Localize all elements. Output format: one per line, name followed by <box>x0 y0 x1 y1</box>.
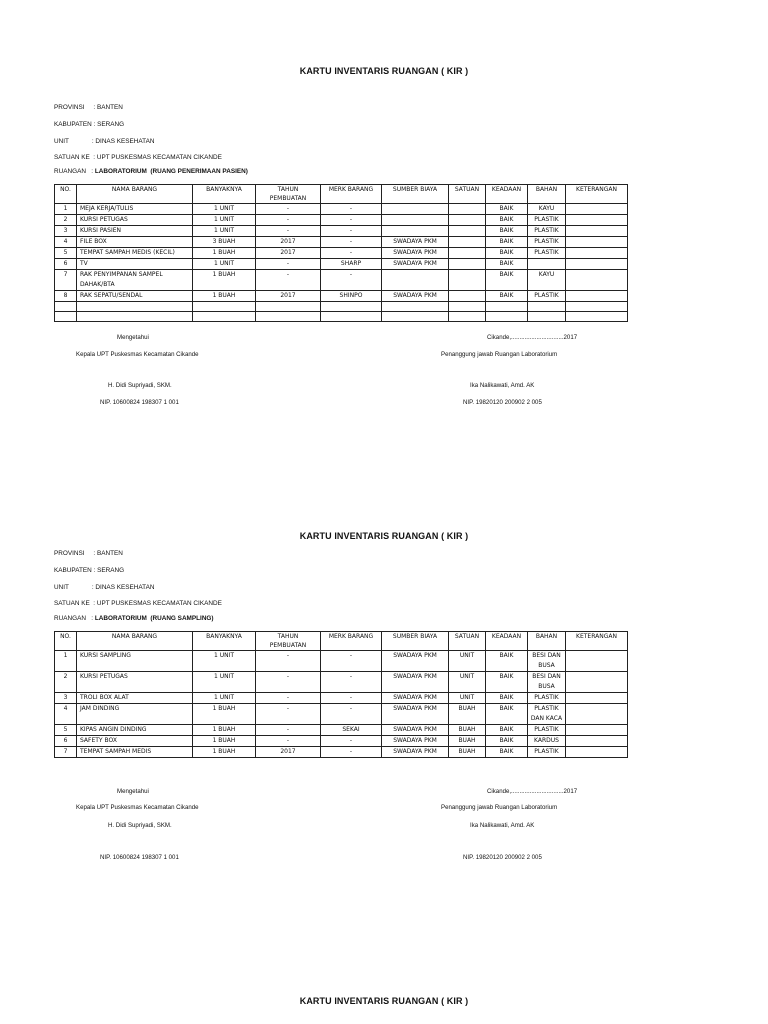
table-cell <box>449 259 486 270</box>
table-cell: - <box>256 226 321 237</box>
table-cell: - <box>256 672 321 693</box>
table-cell <box>193 302 256 312</box>
column-header: KEADAAN <box>486 185 528 204</box>
table-cell <box>449 312 486 322</box>
table-cell: - <box>256 651 321 672</box>
table-cell <box>486 302 528 312</box>
kabupaten-line: KABUPATEN : SERANG <box>54 121 125 128</box>
column-header: MERK BARANG <box>321 632 382 651</box>
table-cell: - <box>321 204 382 215</box>
table-cell: 5 <box>55 248 77 259</box>
table-cell: 1 <box>55 204 77 215</box>
table-cell: 7 <box>55 747 77 758</box>
left-signer-name: H. Didi Supriyadi, SKM. <box>108 382 172 389</box>
table-cell: SWADAYA PKM <box>382 651 449 672</box>
table-cell: BAIK <box>486 259 528 270</box>
table-cell: SWADAYA PKM <box>382 259 449 270</box>
table-cell: BUAH <box>449 747 486 758</box>
right-signer-title: Penanggung jawab Ruangan Laboratorium <box>441 804 558 811</box>
left-signer-title: Kepala UPT Puskesmas Kecamatan Cikande <box>76 804 199 811</box>
table-cell: UNIT <box>449 672 486 693</box>
table-cell: 7 <box>55 270 77 291</box>
table-cell: BAIK <box>486 704 528 725</box>
table-cell <box>566 270 628 291</box>
table-row <box>55 747 628 758</box>
table-cell: - <box>256 270 321 291</box>
table-cell <box>566 747 628 758</box>
table-row <box>55 215 628 226</box>
table-cell: PLASTIK <box>528 215 566 226</box>
table-cell: 1 <box>55 651 77 672</box>
table-cell: UNIT <box>449 651 486 672</box>
column-header: MERK BARANG <box>321 185 382 204</box>
table-cell: - <box>256 693 321 704</box>
column-header: NAMA BARANG <box>77 632 193 651</box>
table-cell <box>566 736 628 747</box>
column-header: NO. <box>55 185 77 204</box>
table-cell: SWADAYA PKM <box>382 725 449 736</box>
table-cell: KURSI PETUGAS <box>77 672 193 693</box>
table-cell: SHARP <box>321 259 382 270</box>
table-cell <box>449 204 486 215</box>
ruangan-label: RUANGAN : <box>54 168 95 175</box>
table-cell <box>321 312 382 322</box>
table-cell: BESI DAN BUSA <box>528 672 566 693</box>
table-cell: SEKAI <box>321 725 382 736</box>
table-row <box>55 693 628 704</box>
table-body <box>55 204 628 322</box>
table-cell: BAIK <box>486 693 528 704</box>
table-cell: 1 BUAH <box>193 725 256 736</box>
table-cell: 2 <box>55 215 77 226</box>
table-cell: - <box>321 248 382 259</box>
table-row <box>55 725 628 736</box>
table-cell: 1 BUAH <box>193 736 256 747</box>
table-cell: PLASTIK <box>528 291 566 302</box>
table-cell <box>382 204 449 215</box>
table-cell: SWADAYA PKM <box>382 237 449 248</box>
table-cell: BAIK <box>486 291 528 302</box>
table-cell: PLASTIK <box>528 693 566 704</box>
column-header: TAHUN PEMBUATAN <box>256 632 321 651</box>
column-header: SATUAN <box>449 185 486 204</box>
table-cell: PLASTIK <box>528 226 566 237</box>
table-cell: 1 UNIT <box>193 215 256 226</box>
column-header: SUMBER BIAYA <box>382 632 449 651</box>
unit-line: UNIT : DINAS KESEHATAN <box>54 584 155 591</box>
table-cell: SWADAYA PKM <box>382 248 449 259</box>
table-cell: FILE BOX <box>77 237 193 248</box>
column-header: BANYAKNYA <box>193 185 256 204</box>
table-cell: SWADAYA PKM <box>382 672 449 693</box>
table-cell: KIPAS ANGIN DINDING <box>77 725 193 736</box>
table-row <box>55 204 628 215</box>
table-header-row <box>55 185 628 204</box>
table-cell: KARDUS <box>528 736 566 747</box>
table-cell: 2017 <box>256 747 321 758</box>
table-cell <box>566 237 628 248</box>
table-cell: BAIK <box>486 672 528 693</box>
table-cell <box>382 215 449 226</box>
table-cell: KURSI SAMPLING <box>77 651 193 672</box>
place-date: Cikande,...............................2017 <box>487 788 578 795</box>
table-cell: - <box>321 747 382 758</box>
table-cell <box>382 312 449 322</box>
table-cell: 1 UNIT <box>193 204 256 215</box>
table-cell: SWADAYA PKM <box>382 747 449 758</box>
column-header: KEADAAN <box>486 632 528 651</box>
table-cell: 1 UNIT <box>193 651 256 672</box>
table-cell <box>566 672 628 693</box>
inventory-table <box>54 631 628 758</box>
table-cell <box>449 248 486 259</box>
table-cell <box>566 312 628 322</box>
table-cell: MEJA KERJA/TULIS <box>77 204 193 215</box>
table-cell: TEMPAT SAMPAH MEDIS (KECIL) <box>77 248 193 259</box>
table-cell <box>382 270 449 291</box>
table-cell: SWADAYA PKM <box>382 291 449 302</box>
table-cell: KAYU <box>528 270 566 291</box>
table-cell <box>449 237 486 248</box>
table-row <box>55 704 628 725</box>
inventory-table <box>54 184 628 322</box>
right-signer-nip: NIP. 19820120 200902 2 005 <box>463 399 542 406</box>
table-cell: KURSI PASIEN <box>77 226 193 237</box>
table-cell: 5 <box>55 725 77 736</box>
kabupaten-line: KABUPATEN : SERANG <box>54 567 125 574</box>
left-signer-nip: NIP. 10600824 198307 1 001 <box>100 399 179 406</box>
table-cell: TROLI BOX ALAT <box>77 693 193 704</box>
table-cell: TV <box>77 259 193 270</box>
ruangan-value: LABORATORIUM (RUANG SAMPLING) <box>94 615 214 622</box>
table-cell: - <box>256 736 321 747</box>
table-cell <box>77 302 193 312</box>
table-cell: PLASTIK <box>528 248 566 259</box>
table-cell: - <box>321 651 382 672</box>
unit-line: UNIT : DINAS KESEHATAN <box>54 138 155 145</box>
table-cell <box>382 302 449 312</box>
ruangan-value: LABORATORIUM (RUANG PENERIMAAN PASIEN) <box>94 168 248 175</box>
table-cell: 6 <box>55 736 77 747</box>
table-cell <box>528 302 566 312</box>
table-cell <box>566 259 628 270</box>
table-cell: 8 <box>55 291 77 302</box>
column-header: KETERANGAN <box>566 632 628 651</box>
table-cell: BAIK <box>486 237 528 248</box>
table-row <box>55 302 628 312</box>
table-cell: TEMPAT SAMPAH MEDIS <box>77 747 193 758</box>
left-signer-title: Kepala UPT Puskesmas Kecamatan Cikande <box>76 351 199 358</box>
right-signer-name: Ika Nalikawati, Amd. AK <box>470 382 535 389</box>
table-cell: - <box>256 204 321 215</box>
table-cell: KAYU <box>528 204 566 215</box>
table-cell: - <box>321 270 382 291</box>
table-row <box>55 651 628 672</box>
column-header: NO. <box>55 632 77 651</box>
table-cell: 3 <box>55 226 77 237</box>
table-cell: SWADAYA PKM <box>382 704 449 725</box>
ruangan-line <box>54 168 248 175</box>
table-cell <box>256 312 321 322</box>
table-cell: BUAH <box>449 725 486 736</box>
table-cell: - <box>321 226 382 237</box>
table-cell <box>449 270 486 291</box>
table-cell: BUAH <box>449 704 486 725</box>
table-cell: BAIK <box>486 215 528 226</box>
table-cell: 2017 <box>256 248 321 259</box>
table-cell <box>566 226 628 237</box>
table-cell: - <box>321 215 382 226</box>
right-signer-nip: NIP. 19820120 200902 2 005 <box>463 854 542 861</box>
table-cell: 3 BUAH <box>193 237 256 248</box>
table-cell: 2017 <box>256 291 321 302</box>
table-cell <box>566 693 628 704</box>
table-row <box>55 672 628 693</box>
mengetahui-label: Mengetahui <box>117 334 149 341</box>
table-cell: - <box>256 725 321 736</box>
table-cell: - <box>256 259 321 270</box>
table-cell: PLASTIK <box>528 725 566 736</box>
right-signer-title: Penanggung jawab Ruangan Laboratorium <box>441 351 558 358</box>
column-header: SUMBER BIAYA <box>382 185 449 204</box>
table-cell: 1 BUAH <box>193 270 256 291</box>
table-cell: 2017 <box>256 237 321 248</box>
table-cell <box>449 226 486 237</box>
provinsi-line: PROVINSI : BANTEN <box>54 104 123 111</box>
table-cell: 2 <box>55 672 77 693</box>
table-cell: BAIK <box>486 204 528 215</box>
table-cell <box>55 302 77 312</box>
provinsi-line: PROVINSI : BANTEN <box>54 550 123 557</box>
left-signer-nip: NIP. 10600824 198307 1 001 <box>100 854 179 861</box>
table-cell: BAIK <box>486 725 528 736</box>
table-cell: 1 UNIT <box>193 672 256 693</box>
table-cell: - <box>321 237 382 248</box>
column-header: NAMA BARANG <box>77 185 193 204</box>
table-cell: UNIT <box>449 693 486 704</box>
table-cell: 1 UNIT <box>193 259 256 270</box>
table-body <box>55 651 628 758</box>
table-cell <box>449 215 486 226</box>
page-title: KARTU INVENTARIS RUANGAN ( KIR ) <box>299 531 469 541</box>
left-signer-name: H. Didi Supriyadi, SKM. <box>108 822 172 829</box>
table-cell <box>566 302 628 312</box>
table-cell <box>256 302 321 312</box>
satuan-ke-line: SATUAN KE : UPT PUSKESMAS KECAMATAN CIKANDE <box>54 154 222 161</box>
table-cell <box>528 259 566 270</box>
table-cell: BESI DAN BUSA <box>528 651 566 672</box>
satuan-ke-line: SATUAN KE : UPT PUSKESMAS KECAMATAN CIKANDE <box>54 600 222 607</box>
table-cell <box>566 291 628 302</box>
table-cell <box>449 291 486 302</box>
table-cell <box>566 248 628 259</box>
ruangan-line <box>54 615 214 622</box>
table-cell <box>321 302 382 312</box>
table-row <box>55 226 628 237</box>
table-cell: BAIK <box>486 270 528 291</box>
page-title: KARTU INVENTARIS RUANGAN ( KIR ) <box>299 996 469 1006</box>
table-cell <box>449 302 486 312</box>
mengetahui-label: Mengetahui <box>117 788 149 795</box>
table-cell <box>566 651 628 672</box>
table-cell: SAFETY BOX <box>77 736 193 747</box>
column-header: KETERANGAN <box>566 185 628 204</box>
table-cell <box>193 312 256 322</box>
column-header: BAHAN <box>528 632 566 651</box>
column-header: SATUAN <box>449 632 486 651</box>
table-cell: RAK SEPATU/SENDAL <box>77 291 193 302</box>
table-cell <box>77 312 193 322</box>
table-cell <box>528 312 566 322</box>
table-row <box>55 270 628 291</box>
table-cell: - <box>256 704 321 725</box>
table-cell: - <box>321 672 382 693</box>
table-cell: BAIK <box>486 747 528 758</box>
table-cell: - <box>321 736 382 747</box>
table-cell <box>566 725 628 736</box>
ruangan-label: RUANGAN : <box>54 615 95 622</box>
table-cell: 4 <box>55 704 77 725</box>
table-cell: - <box>256 215 321 226</box>
column-header: TAHUN PEMBUATAN <box>256 185 321 204</box>
table-cell: KURSI PETUGAS <box>77 215 193 226</box>
table-cell: - <box>321 693 382 704</box>
table-row <box>55 259 628 270</box>
column-header: BANYAKNYA <box>193 632 256 651</box>
table-cell: BUAH <box>449 736 486 747</box>
page-title: KARTU INVENTARIS RUANGAN ( KIR ) <box>299 66 469 76</box>
table-cell: SWADAYA PKM <box>382 736 449 747</box>
table-row <box>55 291 628 302</box>
table-cell: SWADAYA PKM <box>382 693 449 704</box>
table-cell: PLASTIK <box>528 747 566 758</box>
table-cell: 3 <box>55 693 77 704</box>
place-date: Cikande,...............................2017 <box>487 334 578 341</box>
table-cell: 1 UNIT <box>193 693 256 704</box>
table-cell: BAIK <box>486 226 528 237</box>
right-signer-name: Ika Nalikawati, Amd. AK <box>470 822 535 829</box>
table-cell: JAM DINDING <box>77 704 193 725</box>
table-cell <box>382 226 449 237</box>
table-cell: BAIK <box>486 736 528 747</box>
table-cell <box>566 204 628 215</box>
table-cell <box>486 312 528 322</box>
table-cell <box>55 312 77 322</box>
table-row <box>55 312 628 322</box>
table-cell: 4 <box>55 237 77 248</box>
table-cell: 1 BUAH <box>193 291 256 302</box>
table-cell: BAIK <box>486 248 528 259</box>
table-cell <box>566 704 628 725</box>
table-row <box>55 248 628 259</box>
table-cell: - <box>321 704 382 725</box>
table-cell: 1 BUAH <box>193 248 256 259</box>
table-header-row <box>55 632 628 651</box>
table-cell: BAIK <box>486 651 528 672</box>
table-row <box>55 736 628 747</box>
table-cell <box>566 215 628 226</box>
table-cell: PLASTIK <box>528 237 566 248</box>
table-row <box>55 237 628 248</box>
table-cell: 1 BUAH <box>193 704 256 725</box>
column-header: BAHAN <box>528 185 566 204</box>
table-cell: 1 UNIT <box>193 226 256 237</box>
table-cell: 6 <box>55 259 77 270</box>
table-cell: SHINPO <box>321 291 382 302</box>
table-cell: 1 BUAH <box>193 747 256 758</box>
table-cell: RAK PENYIMPANAN SAMPEL DAHAK/BTA <box>77 270 193 291</box>
table-cell: PLASTIK DAN KACA <box>528 704 566 725</box>
